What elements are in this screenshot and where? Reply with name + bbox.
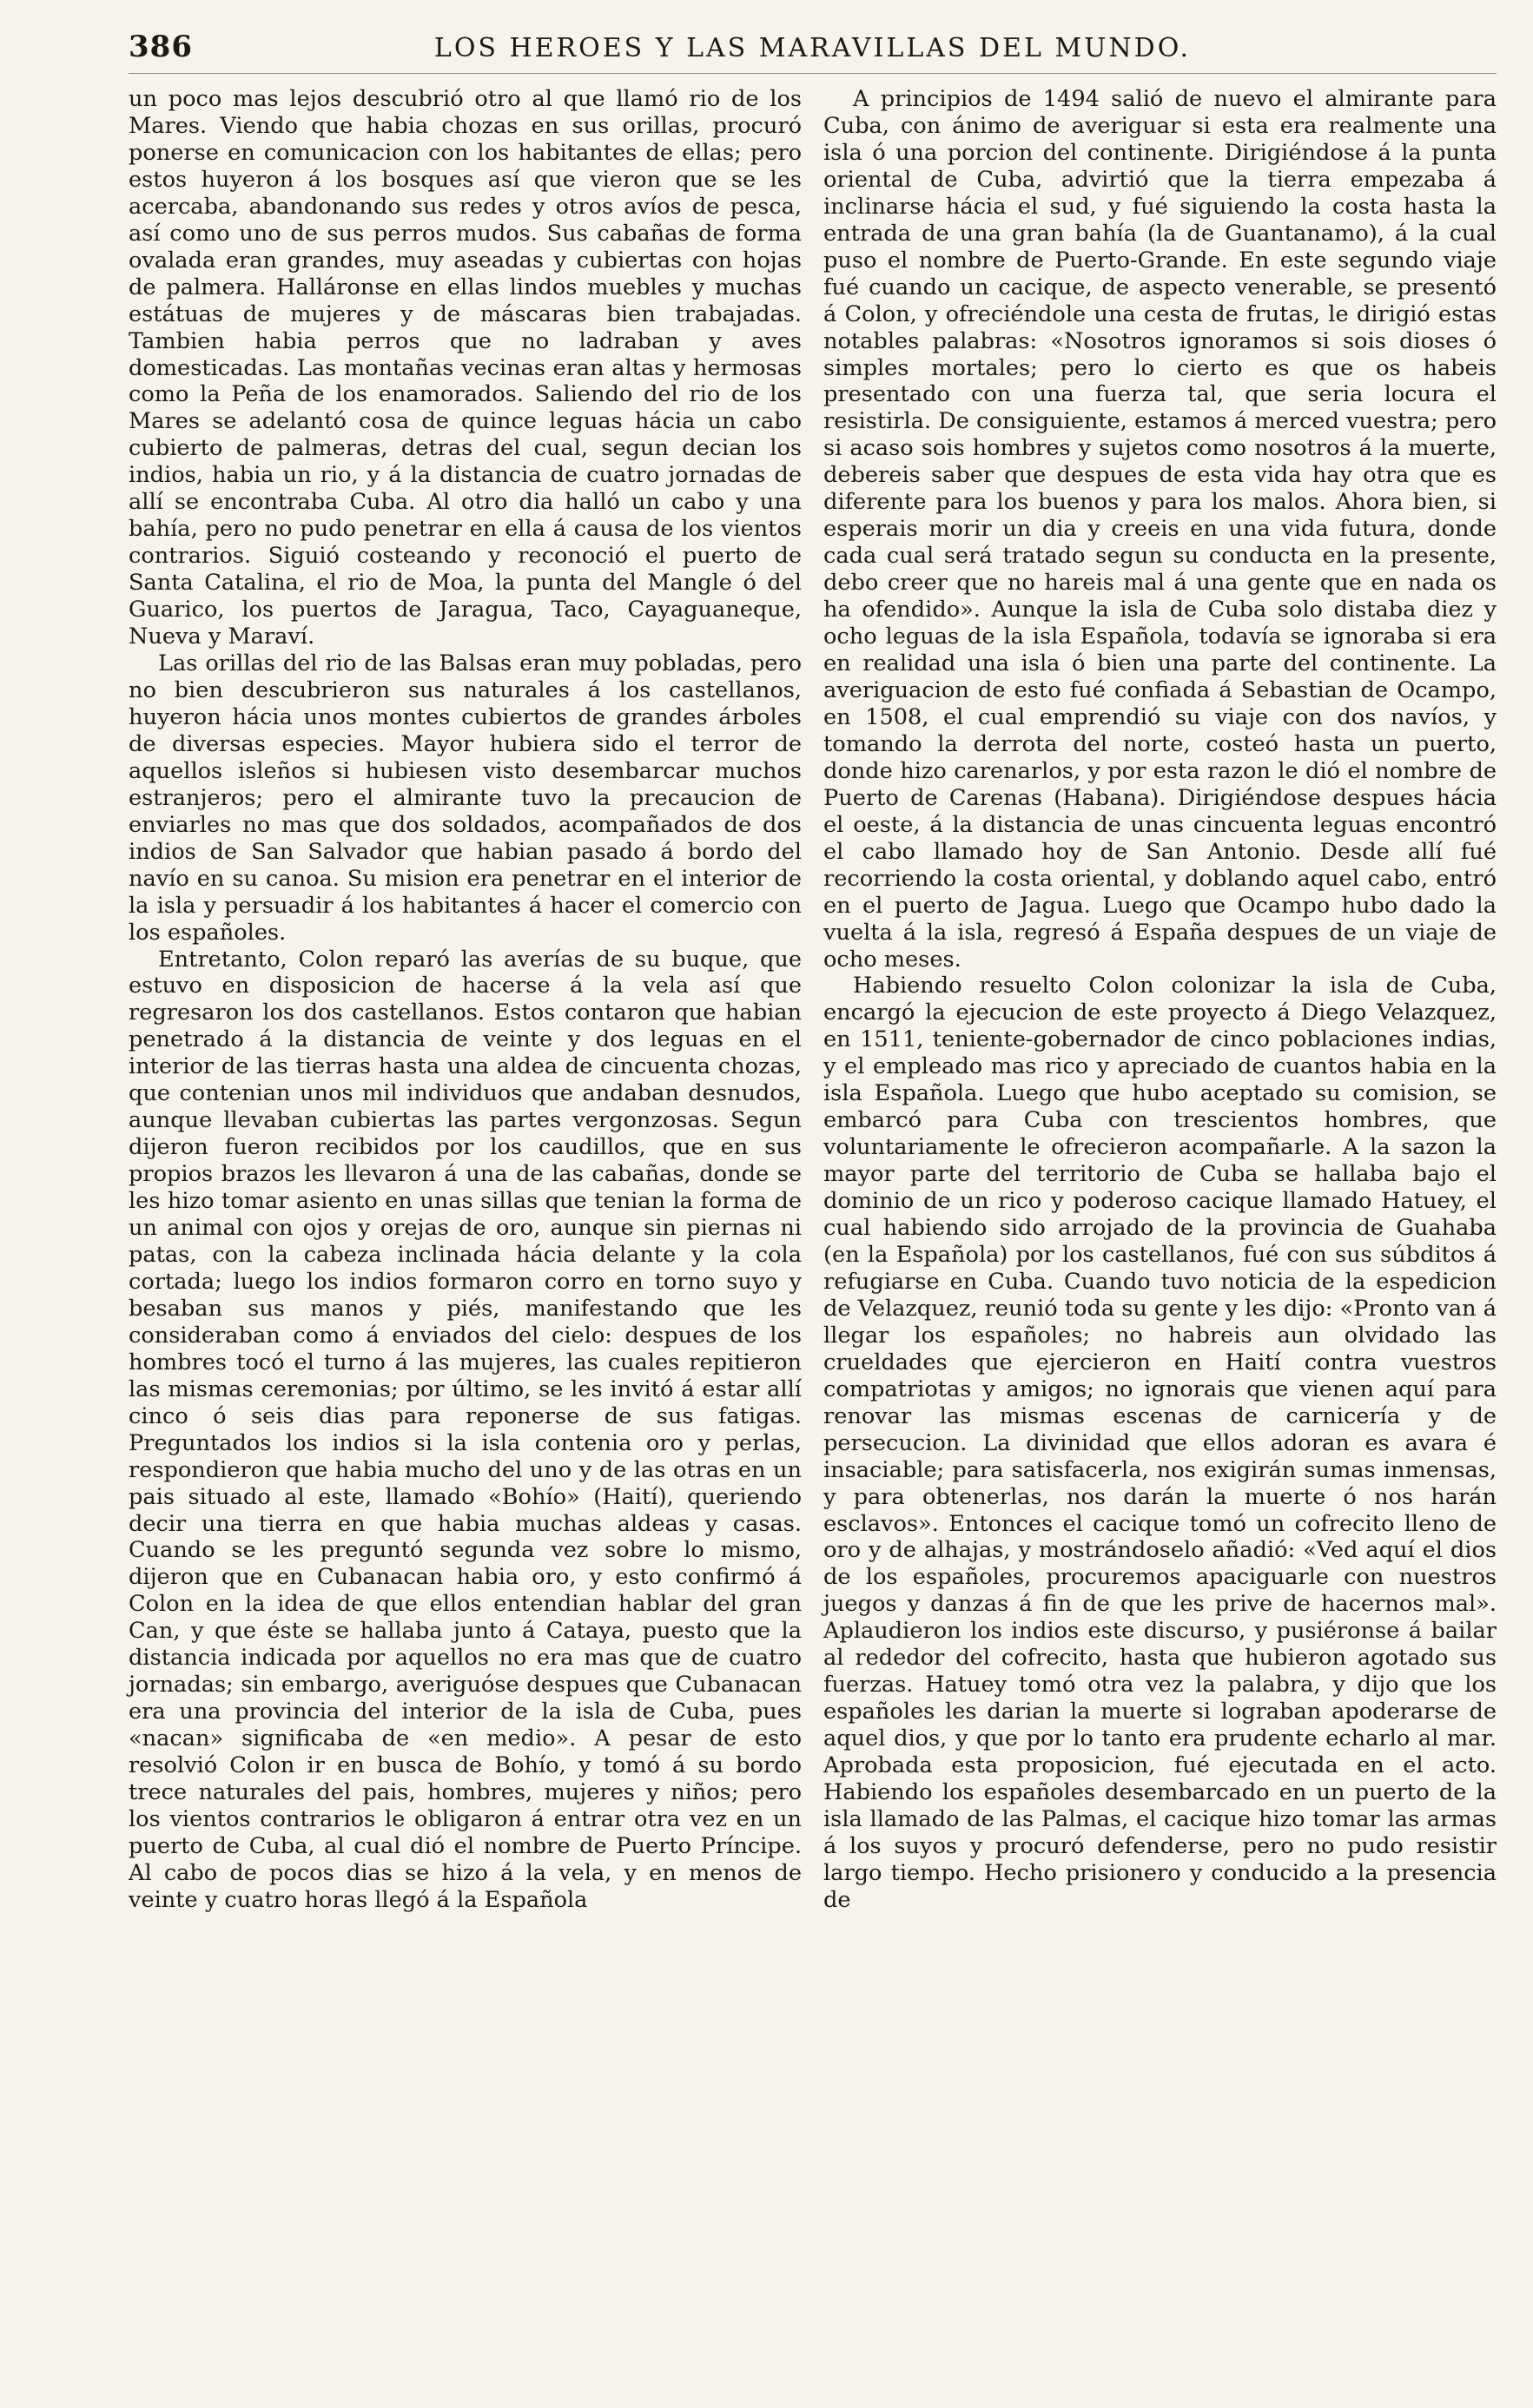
right-paragraph-2: Habiendo resuelto Colon colonizar la isla de Cuba, encargó la ejecucion de este proyecto á Diego Velazquez, en 1511, teniente-gobernador de cinco poblaciones indias, y el empleado mas rico y apreciado de cuantos habia en la isla Española. Luego que hubo aceptado su comision, se embarcó para Cuba con trescientos hombres, que voluntariamente le ofrecieron acompañarle. A la sazon la mayor parte del territorio de Cuba se hallaba bajo el dominio de un rico y poderoso cacique llamado Hatuey, el cual habiendo sido arrojado de la provincia de Guahaba (en la Española) por los castellanos, fué con sus súbditos á refugiarse en Cuba. Cuando tuvo noticia de la espedicion de Velazquez, reunió toda su gente y les dijo: «Pronto van á llegar los españoles; no habreis aun olvidado las crueldades que ejercieron en Haití contra vuestros compatriotas y amigos; no ignorais que vienen aquí para renovar las mismas escenas de carnicería y de persecucion. La divinidad que ellos adoran es avara é insaciable; para satisfacerla, nos exigirán sumas inmensas, y para obtenerlas, nos darán la muerte ó nos harán esclavos». Entonces el cacique tomó un cofrecito lleno de oro y de alhajas, y mostrándoselo añadió: «Ved aquí el dios de los españoles, procuremos apaciguarle con nuestros juegos y danzas á fin de que les prive de hacernos mal». Aplaudieron los indios este discurso, y pusiéronse á bailar al rededor del cofrecito, hasta que hubieron agotado sus fuerzas. Hatuey tomó otra vez la palabra, y dijo que los españoles les darian la muerte si lograban apoderarse de aquel dios, y que por lo tanto era prudente echarlo al mar. Aprobada esta proposicion, fué ejecutada en el acto. Habiendo los españoles desembarcado en un puerto de la isla llamado de las Palmas, el cacique hizo tomar las armas á los suyos y procuró defenderse, pero no pudo resistir largo tiempo. Hecho prisionero y conducido a la presencia de xyxy=(823,973,1497,1913)
page-number: 386 xyxy=(129,30,193,64)
left-column xyxy=(129,86,802,1914)
left-paragraph-3: Entretanto, Colon reparó las averías de su buque, que estuvo en disposicion de hacerse á la vela así que regresaron los dos castellanos. Estos contaron que habian penetrado á la distancia de veinte y dos leguas en el interior de las tierras hasta una aldea de cincuenta chozas, que contenian unos mil individuos que andaban desnudos, aunque llevaban cubiertas las partes vergonzosas. Segun dijeron fueron recibidos por los caudillos, que en sus propios brazos les llevaron á una de las cabañas, donde se les hizo tomar asiento en unas sillas que tenian la forma de un animal con ojos y orejas de oro, aunque sin piernas ni patas, con la cabeza inclinada hácia delante y la cola cortada; luego los indios formaron corro en torno suyo y besaban sus manos y piés, manifestando que les consideraban como á enviados del cielo: despues de los hombres tocó el turno á las mujeres, las cuales repitieron las mismas ceremonias; por último, se les invitó á estar allí cinco ó seis dias para reponerse de sus fatigas. Preguntados los indios si la isla contenia oro y perlas, respondieron que habia mucho del uno y de las otras en un pais situado al este, llamado «Bohío» (Haití), queriendo decir una tierra en que habia muchas aldeas y casas. Cuando se les preguntó segunda vez sobre lo mismo, dijeron que en Cubanacan habia oro, y esto confirmó á Colon en la idea de que ellos entendian hablar del gran Can, y que éste se hallaba junto á Cataya, puesto que la distancia indicada por aquellos no era mas que de cuatro jornadas; sin embargo, averiguóse despues que Cubanacan era una provincia del interior de la isla de Cuba, pues «nacan» significaba de «en medio». A pesar de esto resolvió Colon ir en busca de Bohío, y tomó á su bordo trece naturales del pais, hombres, mujeres y niños; pero los vientos contrarios le obligaron á entrar otra vez en un puerto de Cuba, al cual dió el nombre de Puerto Príncipe. Al cabo de pocos dias se hizo á la vela, y en menos de veinte y cuatro horas llegó á la Española xyxy=(129,946,802,1913)
text-columns xyxy=(129,86,1497,1914)
running-title: LOS HEROES Y LAS MARAVILLAS DEL MUNDO. xyxy=(433,33,1192,63)
page-header xyxy=(129,24,1497,74)
right-paragraph-1: A principios de 1494 salió de nuevo el almirante para Cuba, con ánimo de averiguar si esta era realmente una isla ó una porcion del continente. Dirigiéndose á la punta oriental de Cuba, advirtió que la tierra empezaba á inclinarse hácia el sud, y fué siguiendo la costa hasta la entrada de una gran bahía (la de Guantanamo), á la cual puso el nombre de Puerto-Grande. En este segundo viaje fué cuando un cacique, de aspecto venerable, se presentó á Colon, y ofreciéndole una cesta de frutas, le dirigió estas notables palabras: «Nosotros ignoramos si sois dioses ó simples mortales; pero lo cierto es que os habeis presentado con una fuerza tal, que seria locura el resistirla. De consiguiente, estamos á merced vuestra; pero si acaso sois hombres y sujetos como nosotros á la muerte, debereis saber que despues de esta vida hay otra que es diferente para los buenos y para los malos. Ahora bien, si esperais morir un dia y creeis en una vida futura, donde cada cual será tratado segun su conducta en la presente, debo creer que no hareis mal á una gente que en nada os ha ofendido». Aunque la isla de Cuba solo distaba diez y ocho leguas de la isla Española, todavía se ignoraba si era en realidad una isla ó bien una parte del continente. La averiguacion de esto fué confiada á Sebastian de Ocampo, en 1508, el cual emprendió su viaje con dos navíos, y tomando la derrota del norte, costeó hasta un puerto, donde hizo carenarlos, y por esta razon le dió el nombre de Puerto de Carenas (Habana). Dirigiéndose despues hácia el oeste, á la distancia de unas cincuenta leguas encontró el cabo llamado hoy de San Antonio. Desde allí fué recorriendo la costa oriental, y doblando aquel cabo, entró en el puerto de Jagua. Luego que Ocampo hubo dado la vuelta á la isla, regresó á España despues de un viaje de ocho meses. xyxy=(823,86,1497,973)
right-column xyxy=(823,86,1497,1914)
left-paragraph-1: un poco mas lejos descubrió otro al que llamó rio de los Mares. Viendo que habia chozas en sus orillas, procuró ponerse en comunicacion con los habitantes de ellas; pero estos huyeron á los bosques así que vieron que se les acercaba, abandonando sus redes y otros avíos de pesca, así como uno de sus perros mudos. Sus cabañas de forma ovalada eran grandes, muy aseadas y cubiertas con hojas de palmera. Halláronse en ellas lindos muebles y muchas estátuas de mujeres y de máscaras bien trabajadas. Tambien habia perros que no ladraban y aves domesticadas. Las montañas vecinas eran altas y hermosas como la Peña de los enamorados. Saliendo del rio de los Mares se adelantó cosa de quince leguas hácia un cabo cubierto de palmeras, detras del cual, segun decian los indios, habia un rio, y á la distancia de cuatro jornadas de allí se encontraba Cuba. Al otro dia halló un cabo y una bahía, pero no pudo penetrar en ella á causa de los vientos contrarios. Siguió costeando y reconoció el puerto de Santa Catalina, el rio de Moa, la punta del Mangle ó del Guarico, los puertos de Jaragua, Taco, Cayaguaneque, Nueva y Maraví. xyxy=(129,86,802,650)
left-paragraph-2: Las orillas del rio de las Balsas eran muy pobladas, pero no bien descubrieron sus naturales á los castellanos, huyeron hácia unos montes cubiertos de grandes árboles de diversas especies. Mayor hubiera sido el terror de aquellos isleños si hubiesen visto desembarcar muchos estranjeros; pero el almirante tuvo la precaucion de enviarles no mas que dos soldados, acompañados de dos indios de San Salvador que habian pasado á bordo del navío en su canoa. Su mision era penetrar en el interior de la isla y persuadir á los habitantes á hacer el comercio con los españoles. xyxy=(129,650,802,946)
